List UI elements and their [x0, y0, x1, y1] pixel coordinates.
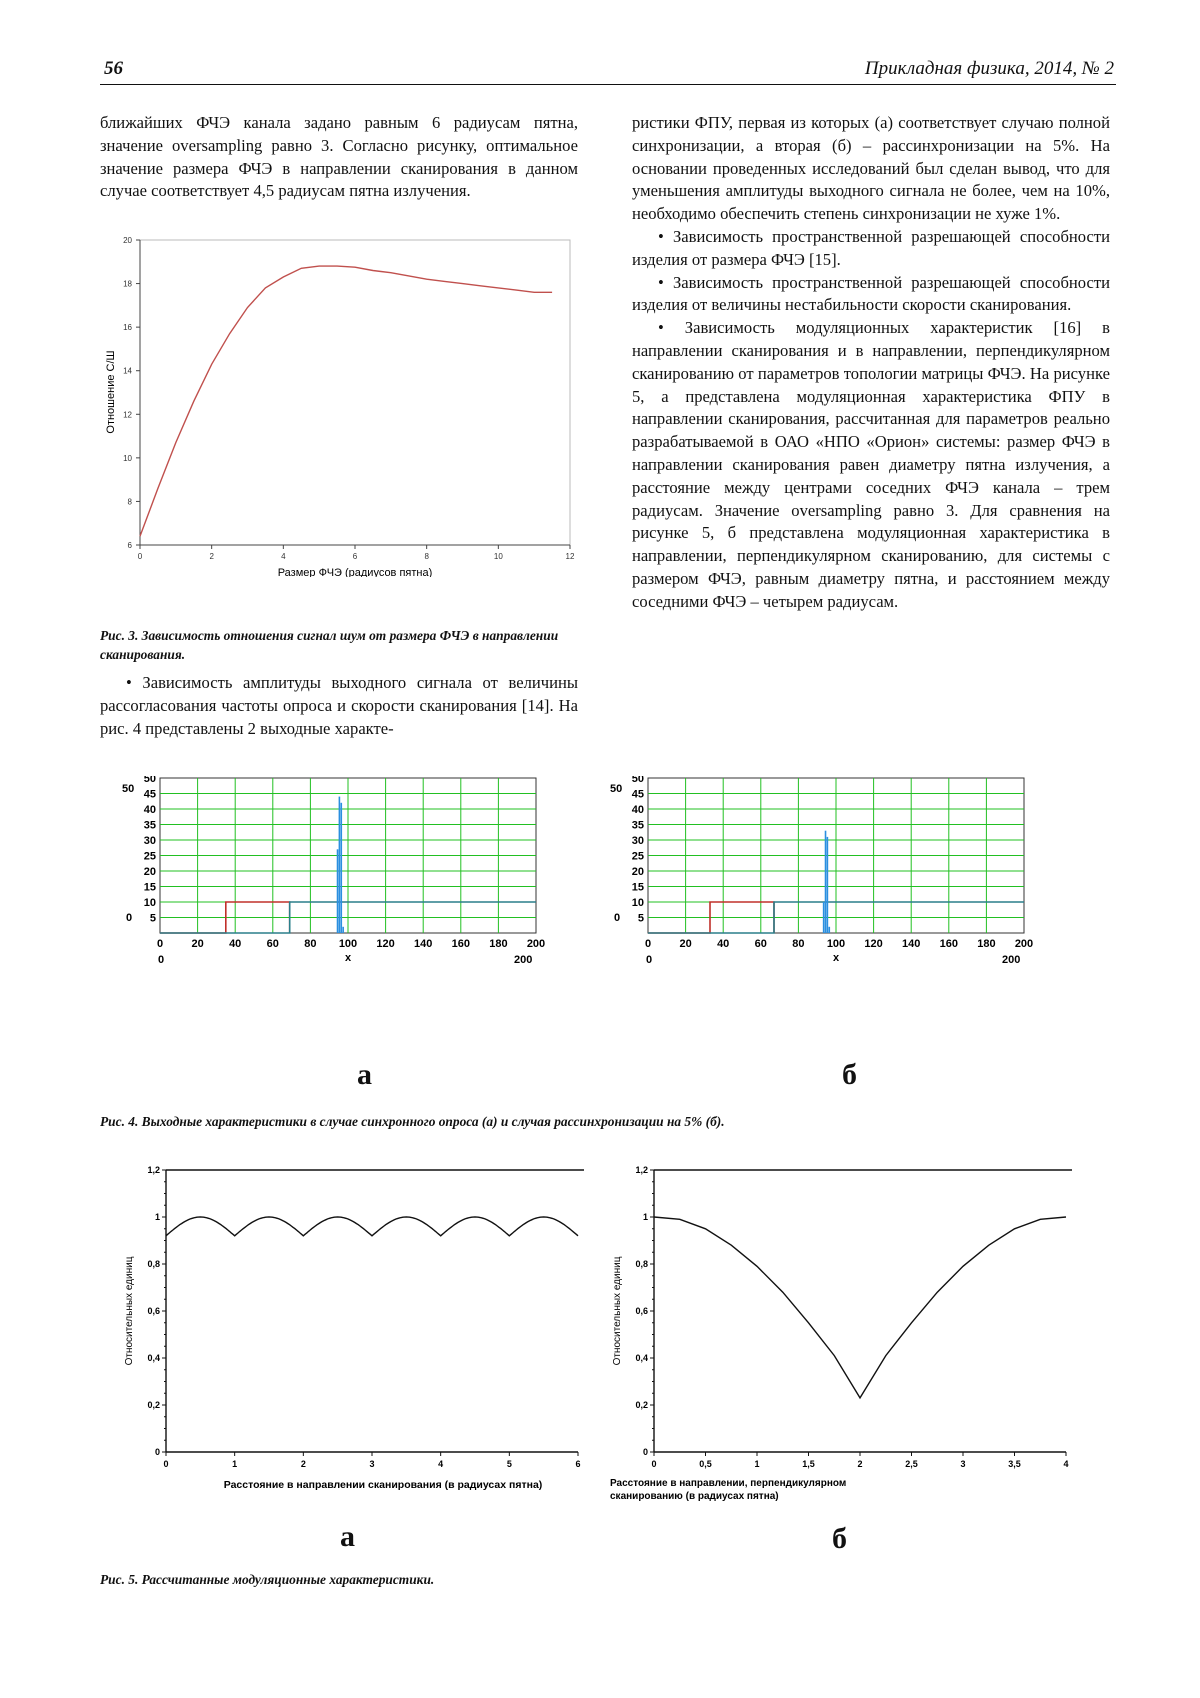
paragraph: ристики ФПУ, первая из которых (а) соответствует случаю полной синхронизации, а вторая (б) – рассинхронизации на 5%. На основании проведенных исследований был сделан вывод, что для уменьшения амплитуды выходного сигнала не более, чем на 10%, необходимо обеспечить степень синхронизации не хуже 1%. — [632, 113, 1110, 224]
fig5b-y-tick-label: 0,2 — [635, 1400, 648, 1410]
fig5a-y-axis-label: Относительных единиц — [124, 1256, 135, 1366]
fig4b-y-tick-label: 50 — [631, 776, 644, 785]
fig5b-x-tick-label: 1 — [754, 1459, 760, 1469]
journal-title: Прикладная физика, 2014, № 2 — [864, 58, 1114, 79]
fig4a-y-tick-label: 50 — [143, 776, 156, 785]
fig3-x-tick-label: 2 — [209, 552, 214, 561]
fig3-x-tick-label: 8 — [424, 552, 429, 561]
fig4a-x-axis-label: x — [344, 952, 352, 964]
fig5b-x-tick-label: 3 — [960, 1459, 966, 1469]
fig4a-y-tick-label: 45 — [143, 788, 156, 801]
fig4a-x-tick-label: 120 — [376, 938, 395, 950]
fig5b-x-tick-label: 0 — [651, 1459, 657, 1469]
fig4b-x-tick-label: 120 — [864, 938, 883, 950]
fig5b-y-tick-label: 0 — [642, 1447, 648, 1457]
fig3-x-tick-label: 10 — [493, 552, 503, 561]
fig5b-x-tick-label: 2,5 — [905, 1459, 918, 1469]
fig4b-bar — [828, 927, 830, 933]
paragraph: • Зависимость пространственной разрешающей способности изделия от размера ФЧЭ [15]. — [632, 226, 1110, 269]
panel-label-b: б — [832, 1522, 847, 1555]
fig4a-bar — [342, 927, 344, 933]
fig5a-x-tick-label: 3 — [369, 1459, 375, 1469]
figure-3-caption: Рис. 3. Зависимость отношения сигнал шум от размера ФЧЭ в направлении сканирования. — [100, 628, 559, 662]
fig4b-x-tick-label: 200 — [1014, 938, 1034, 950]
fig4a-x-tick-label: 20 — [191, 938, 204, 950]
fig4b-y-tick-label: 30 — [631, 835, 644, 847]
output-chart-sync — [118, 776, 598, 1066]
output-chart-desync — [606, 776, 1086, 1066]
fig5a-y-tick-label: 0,2 — [147, 1400, 160, 1410]
figure-5b — [606, 1160, 1086, 1520]
fig4a-bar — [339, 797, 341, 933]
figure-4b — [606, 776, 1086, 1066]
fig5a-y-tick-label: 0,8 — [147, 1259, 160, 1269]
fig4a-x-tick-label: 40 — [229, 938, 242, 950]
fig3-y-tick-label: 12 — [123, 410, 132, 420]
fig4a-x-tick-label: 140 — [414, 938, 433, 950]
fig4a-outer-x-left: 0 — [158, 954, 165, 966]
figure-3 — [100, 232, 578, 577]
fig4b-outer-y-bottom: 0 — [614, 912, 621, 924]
fig3-y-tick-label: 6 — [127, 541, 132, 550]
fig5a-x-axis-label: Расстояние в направлении сканирования (в радиусах пятна) — [223, 1479, 543, 1491]
snr-chart — [100, 232, 578, 577]
fig4b-x-tick-label: 160 — [939, 938, 958, 950]
fig4b-y-tick-label: 15 — [631, 881, 644, 894]
fig4a-x-tick-label: 60 — [266, 938, 279, 950]
fig4a-y-tick-label: 30 — [143, 835, 156, 847]
figure-4a — [118, 776, 598, 1066]
panel-label-a: а — [340, 1520, 355, 1553]
fig4a-x-tick-label: 80 — [304, 938, 317, 950]
fig4b-x-tick-label: 60 — [754, 938, 767, 950]
fig5b-x-axis-label: Расстояние в направлении, перпендикулярном — [610, 1478, 847, 1489]
fig4a-x-tick-label: 0 — [156, 938, 164, 950]
fig5a-x-tick-label: 2 — [300, 1459, 306, 1469]
fig4a-y-tick-label: 35 — [143, 819, 156, 832]
fig5b-x-tick-label: 4 — [1063, 1459, 1069, 1469]
fig4b-x-tick-label: 40 — [717, 938, 730, 950]
fig5b-y-tick-label: 0,8 — [635, 1259, 648, 1269]
fig4a-outer-y-bottom: 0 — [126, 912, 133, 924]
fig5b-y-tick-label: 0,6 — [635, 1306, 648, 1316]
fig5a-y-tick-label: 1,2 — [147, 1165, 160, 1175]
panel-label-b: б — [842, 1058, 857, 1091]
fig4b-outer-y-top: 50 — [610, 783, 623, 795]
fig5b-y-tick-label: 0,4 — [635, 1353, 648, 1363]
fig3-y-tick-label: 16 — [123, 323, 132, 333]
fig4b-y-tick-label: 45 — [631, 788, 644, 801]
fig4b-outer-x-right: 200 — [1002, 954, 1021, 966]
fig4b-x-tick-label: 100 — [826, 938, 846, 950]
fig5a-y-tick-label: 0,6 — [147, 1306, 160, 1316]
fig5a-y-tick-label: 1 — [154, 1212, 160, 1222]
fig3-x-tick-label: 12 — [565, 552, 575, 561]
fig3-series-line — [140, 266, 552, 536]
page-number: 56 — [104, 58, 123, 79]
fig4b-bar — [825, 831, 827, 933]
fig4b-y-tick-label: 35 — [631, 819, 644, 832]
fig4a-bar — [340, 803, 342, 933]
fig4a-outer-y-top: 50 — [122, 783, 135, 795]
right-column — [632, 112, 1110, 614]
fig4b-x-tick-label: 140 — [902, 938, 921, 950]
fig3-x-axis-label: Размер ФЧЭ (радиусов пятна) — [277, 567, 433, 577]
fig4a-y-tick-label: 10 — [143, 897, 156, 909]
fig4a-x-tick-label: 160 — [451, 938, 470, 950]
fig3-y-tick-label: 14 — [123, 366, 132, 376]
fig5b-y-tick-label: 1,2 — [635, 1165, 648, 1175]
fig4b-x-tick-label: 20 — [679, 938, 692, 950]
fig3-y-tick-label: 20 — [123, 236, 132, 245]
fig5b-x-tick-label: 1,5 — [802, 1459, 815, 1469]
fig5a-y-tick-label: 0,4 — [147, 1353, 160, 1363]
fig3-plot-frame — [140, 240, 570, 545]
panel-label-a: а — [357, 1058, 372, 1091]
paragraph: • Зависимость пространственной разрешающей способности изделия от величины нестабильности скорости сканирования. — [632, 272, 1110, 315]
fig4b-x-tick-label: 80 — [792, 938, 805, 950]
fig4b-y-tick-label: 40 — [631, 804, 644, 816]
fig4b-y-tick-label: 20 — [631, 866, 644, 878]
fig4b-y-tick-label: 25 — [631, 850, 644, 863]
fig4b-x-tick-label: 0 — [644, 938, 652, 950]
fig5b-series-line — [654, 1217, 1066, 1398]
fig4a-y-tick-label: 15 — [143, 881, 156, 894]
fig5b-y-axis-label: Относительных единиц — [612, 1256, 623, 1366]
fig5b-x-tick-label: 0,5 — [699, 1459, 712, 1469]
left-column-top — [100, 112, 578, 203]
fig5b-x-tick-label: 2 — [857, 1459, 863, 1469]
fig4b-bar — [827, 837, 829, 933]
fig5b-y-tick-label: 1 — [642, 1212, 648, 1222]
fig5a-x-tick-label: 0 — [163, 1459, 169, 1469]
fig4b-y-tick-label: 10 — [631, 897, 644, 909]
fig3-y-tick-label: 10 — [123, 453, 132, 463]
fig5b-x-axis-label-cont: сканированию (в радиусах пятна) — [610, 1491, 779, 1502]
fig3-y-axis-label: Отношение С/Ш — [105, 350, 117, 434]
figure-5-caption: Рис. 5. Рассчитанные модуляционные характеристики. — [100, 1572, 435, 1587]
fig4a-y-tick-label: 5 — [149, 912, 156, 925]
fig4a-x-tick-label: 100 — [338, 938, 358, 950]
fig5a-series-line — [166, 1217, 578, 1236]
fig5a-x-tick-label: 6 — [575, 1459, 581, 1469]
fig4b-y-tick-label: 5 — [637, 912, 644, 925]
fig4a-x-tick-label: 200 — [526, 938, 546, 950]
paragraph: ближайших ФЧЭ канала задано равным 6 радиусам пятна, значение oversampling равно 3. Согласно рисунку, оптимальное значение размера ФЧЭ в направлении сканирования в данном случае соответствует 4,5 радиусам пятна излучения. — [100, 113, 578, 201]
fig3-x-tick-label: 4 — [281, 552, 286, 561]
fig3-x-tick-label: 6 — [352, 552, 358, 561]
fig5a-x-tick-label: 1 — [232, 1459, 238, 1469]
paragraph: • Зависимость модуляционных характеристик [16] в направлении сканирования и в направлении, перпендикулярном сканированию от параметров топологии матрицы ФЧЭ. На рисунке 5, а представлена модуляционная характеристика ФПУ в направлении сканирования, рассчитанная для параметров реально разрабатываемой в ОАО «НПО «Орион» системы: размер ФЧЭ в направлении сканирования равен диаметру пятна излучения, а расстояние между центрами соседних ФЧЭ канала – трем радиусам. Значение oversampling равно 3. Для сравнения на рисунке 5, б представлена модуляционная характеристика в направлении, перпендикулярном сканированию, для системы с размером ФЧЭ, равным диаметру пятна, и расстоянием между соседними ФЧЭ – четырем радиусам. — [632, 318, 1110, 611]
left-column-bottom — [100, 672, 578, 740]
fig5a-x-tick-label: 4 — [438, 1459, 444, 1469]
fig4b-outer-x-left: 0 — [646, 954, 653, 966]
fig3-x-tick-label: 0 — [137, 552, 143, 561]
fig4a-x-tick-label: 180 — [489, 938, 508, 950]
paragraph: • Зависимость амплитуды выходного сигнала от величины рассогласования частоты опроса и скорости сканирования [14]. На рис. 4 представлены 2 выходные характе- — [100, 673, 578, 738]
fig4a-y-tick-label: 25 — [143, 850, 156, 863]
fig4a-y-tick-label: 20 — [143, 866, 156, 878]
fig4a-outer-x-right: 200 — [514, 954, 533, 966]
fig4b-x-tick-label: 180 — [977, 938, 996, 950]
modulation-chart-perp — [606, 1160, 1086, 1520]
fig3-y-tick-label: 18 — [123, 279, 132, 289]
fig3-y-tick-label: 8 — [127, 497, 132, 507]
fig4a-y-tick-label: 40 — [143, 804, 156, 816]
fig4a-bar — [337, 849, 339, 933]
page-header — [100, 58, 1116, 85]
fig5a-x-tick-label: 5 — [506, 1459, 512, 1469]
modulation-chart-scan — [118, 1160, 598, 1510]
fig4b-x-axis-label: x — [832, 952, 840, 964]
figure-4-caption: Рис. 4. Выходные характеристики в случае синхронного опроса (а) и случая рассинхронизации на 5% (б). — [100, 1114, 725, 1129]
fig5a-y-tick-label: 0 — [154, 1447, 160, 1457]
figure-5a — [118, 1160, 598, 1510]
fig5b-x-tick-label: 3,5 — [1008, 1459, 1021, 1469]
fig4b-bar — [823, 902, 825, 933]
